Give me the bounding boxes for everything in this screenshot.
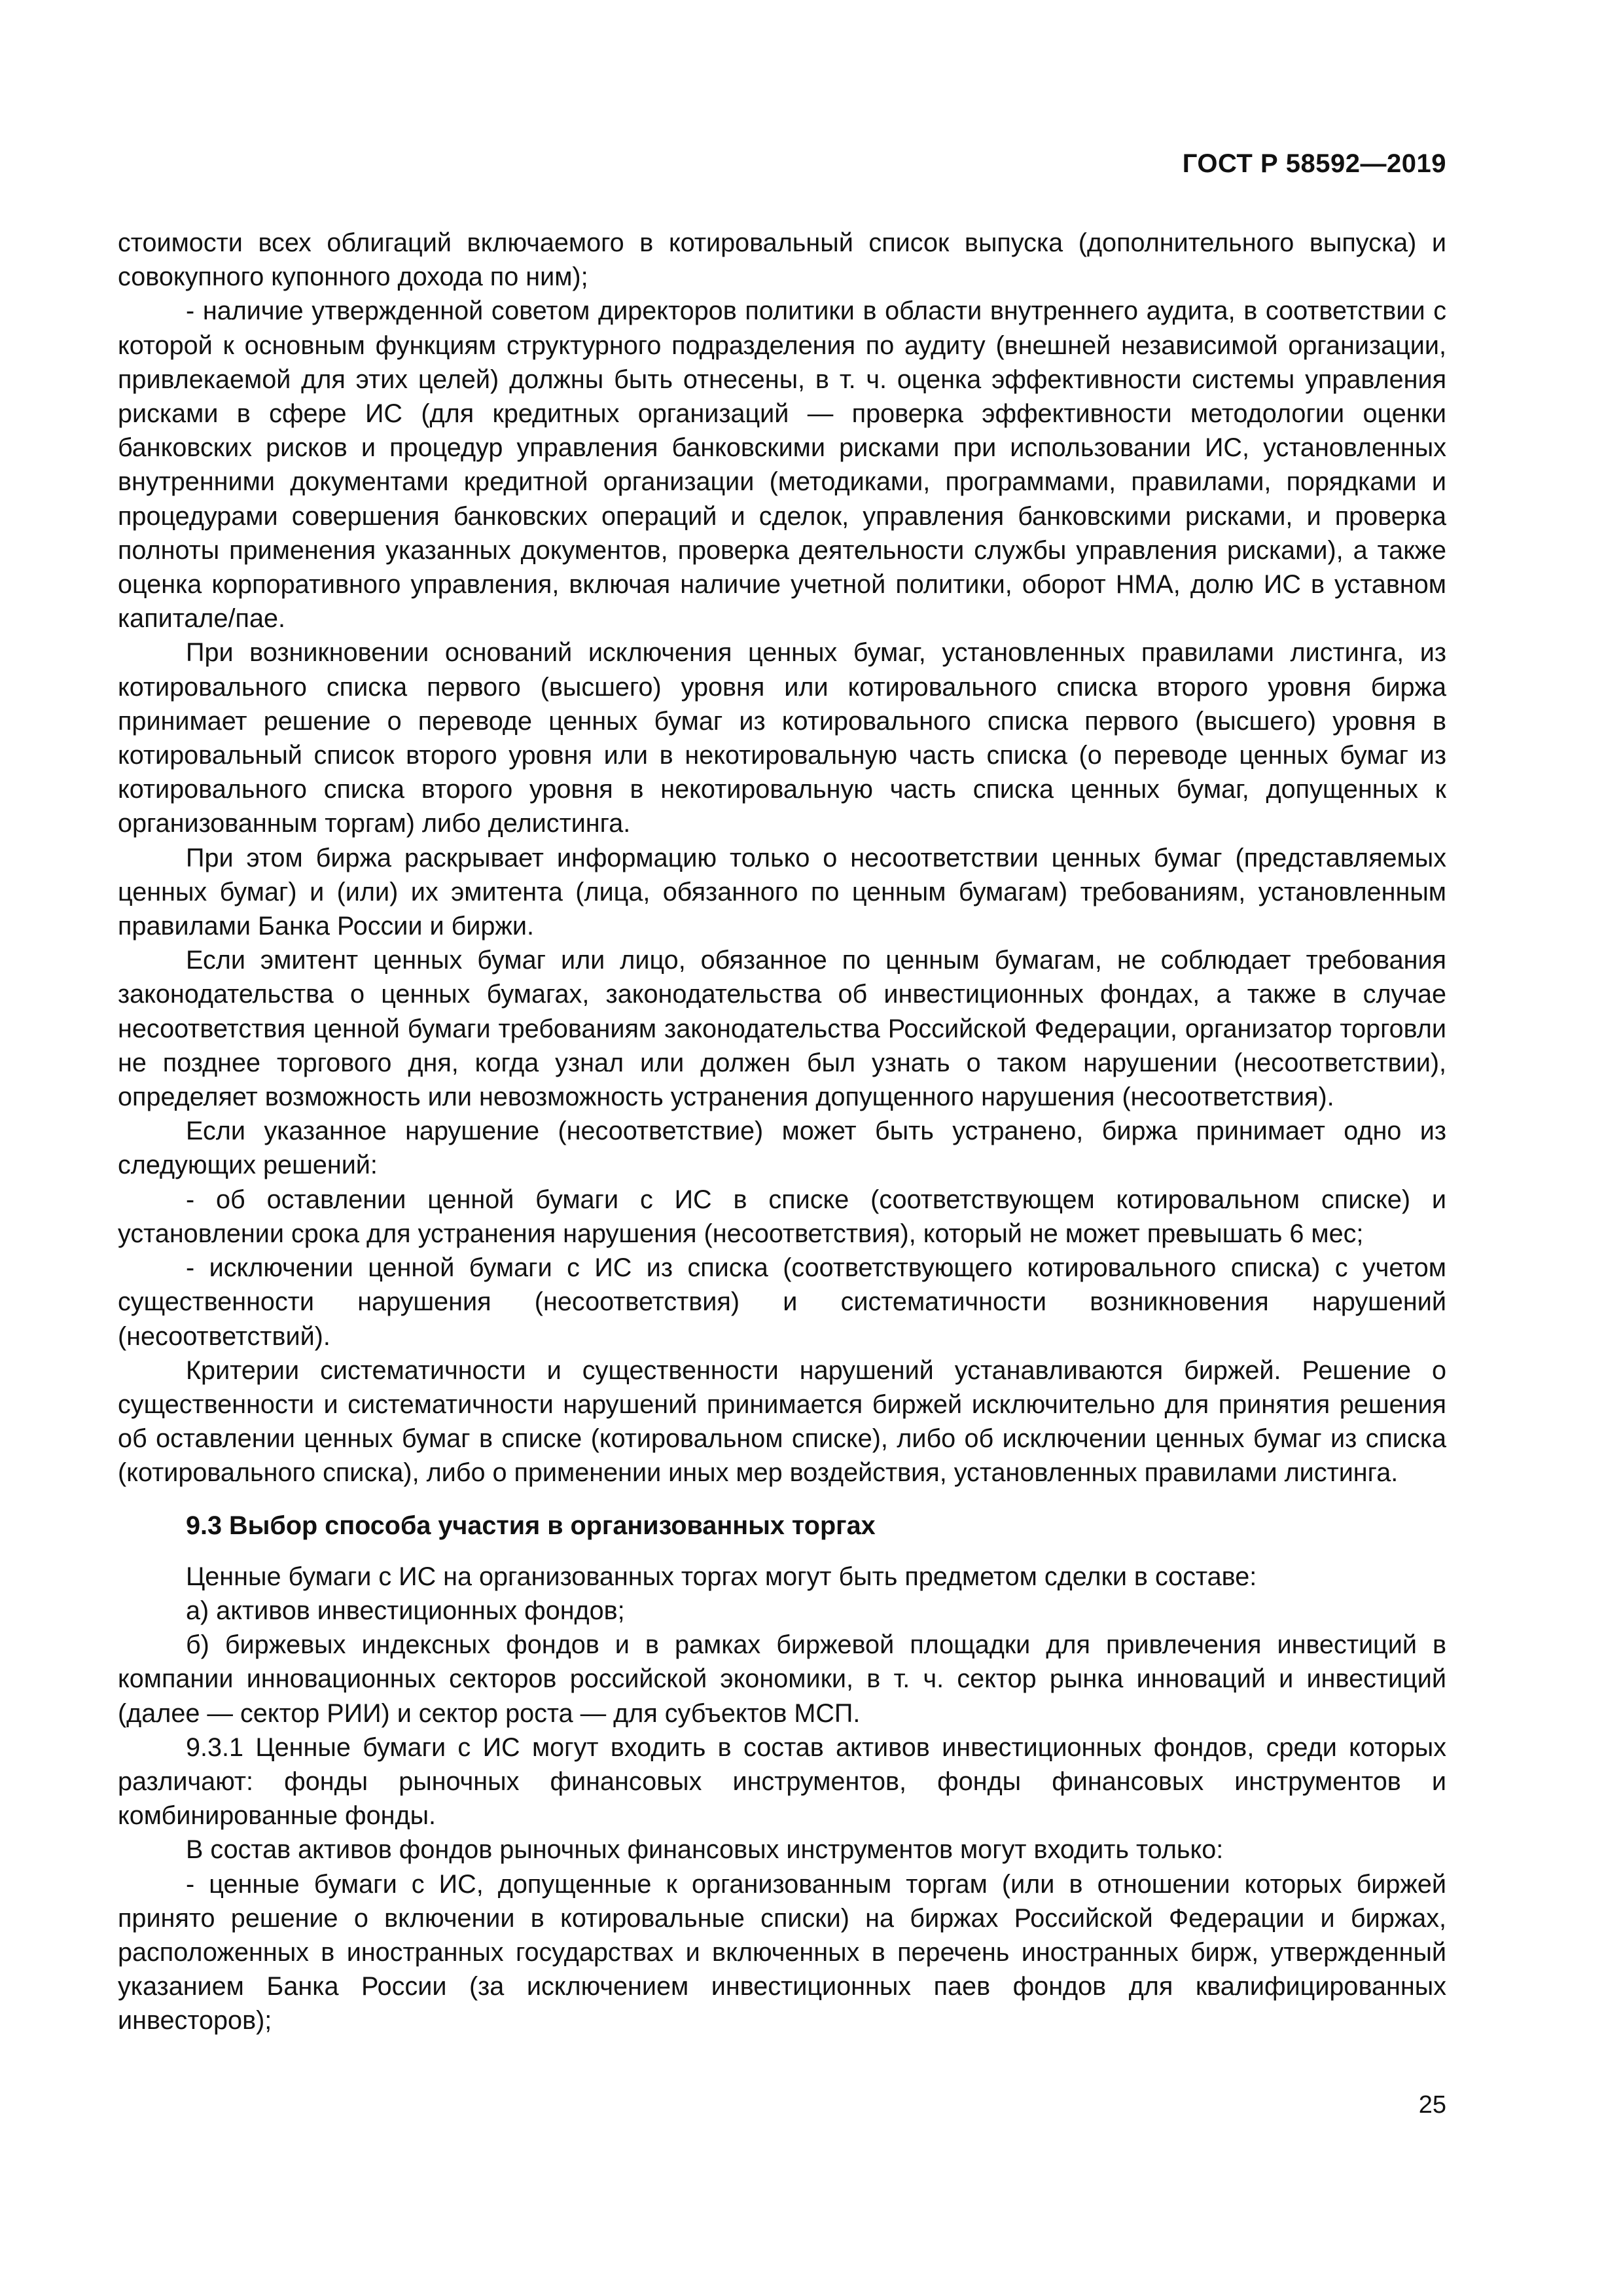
paragraph-disclosure: При этом биржа раскрывает информацию только о несоответствии ценных бумаг (представляемых ценных бумаг) и (или) их эмитента (лица, обязанного по ценным бумагам) требованиям, установленным правилами Банка России и биржи. <box>118 843 1446 941</box>
list-item-internal-audit: - наличие утвержденной советом директоров политики в области внутреннего аудита, в соответствии с которой к основным функциям структурного подразделения по аудиту (внешней независимой организации, привлекаемой для этих целей) должны быть отнесены, в т. ч. оценка эффективности системы управления рисками в сфере ИС (для кредитных организаций — проверка эффективности методологии оценки банковских рисков и процедур управления банковскими рисками при использовании ИС, установленных внутренними документами кредитной организации (методиками, программами, правилами, порядками и процедурами совершения банковских операций и сделок, управления банковскими рисками, и проверка полноты применения указанных документов, проверка деятельности службы управления рисками), а также оценка корпоративного управления, включая наличие учетной политики, оборот НМА, долю ИС в уставном капитале/пае. <box>118 296 1446 634</box>
paragraph-violation: Если эмитент ценных бумаг или лицо, обязанное по ценным бумагам, не соблюдает требования законодательства о ценных бумагах, законодательства об инвестиционных фондах, а также в случае несоответствия ценной бумаги требованиям законодательства Российской Федерации, организатор торговли не позднее торгового дня, когда узнал или должен был узнать о таком нарушении (несоответствии), определяет возможность или невозможность устранения допущенного нарушения (несоответствия). <box>118 946 1446 1112</box>
paragraph-continuation: стоимости всех облигаций включаемого в котировальный список выпуска (дополнительного выпуска) и совокупного купонного дохода по ним); <box>118 228 1446 292</box>
page-number: 25 <box>1418 2091 1446 2119</box>
list-item-b: б) биржевых индексных фондов и в рамках биржевой площадки для привлечения инвестиций в компании инновационных секторов российской экономики, в т. ч. сектор рынка инноваций и инвестиций (далее — сектор РИИ) и сектор роста — для субъектов МСП. <box>118 1630 1446 1728</box>
section-heading-9-3: 9.3 Выбор способа участия в организованных торгах <box>186 1511 876 1540</box>
list-item-a: а) активов инвестиционных фондов; <box>186 1596 625 1625</box>
paragraph-criteria: Критерии систематичности и существенности нарушений устанавливаются биржей. Решение о существенности и систематичности нарушений принимается биржей исключительно для принятия решения об оставлении ценных бумаг в списке (котировальном списке), либо об исключении ценных бумаг из списка (котировального списка), либо о применении иных мер воздействия, установленных правилами листинга. <box>118 1355 1446 1488</box>
list-item-keep-in-list: - об оставлении ценной бумаги с ИС в списке (соответствующем котировальном списке) и установлении срока для устранения нарушения (несоответствия), который не может превышать 6 мес; <box>118 1185 1446 1248</box>
paragraph-fund-assets: В состав активов фондов рыночных финансовых инструментов могут входить только: <box>186 1835 1224 1865</box>
paragraph-decisions-intro: Если указанное нарушение (несоответствие) может быть устранено, биржа принимает одно из следующих решений: <box>118 1117 1446 1180</box>
paragraph-delisting-grounds: При возникновении оснований исключения ценных бумаг, установленных правилами листинга, из котировального списка первого (высшего) уровня или котировального списка второго уровня биржа принимает решение о переводе ценных бумаг из котировального списка первого (высшего) уровня в котировальный список второго уровня или в некотировальную часть списка (о переводе ценных бумаг из котировального списка второго уровня в некотировальную часть списка ценных бумаг, допущенных к организованным торгам) либо делистинга. <box>118 638 1446 838</box>
paragraph-9-3-1: 9.3.1 Ценные бумаги с ИС могут входить в состав активов инвестиционных фондов, среди которых различают: фонды рыночных финансовых инструментов, фонды финансовых инструментов и комбинированные фонды. <box>118 1732 1446 1831</box>
document-standard-code: ГОСТ Р 58592—2019 <box>1182 149 1446 178</box>
list-item-exclude-from-list: - исключении ценной бумаги с ИС из списка (соответствующего котировального списка) с учетом существенности нарушения (несоответствия) и систематичности возникновения нарушений (несоответствий). <box>118 1253 1446 1351</box>
list-item-securities-admitted: - ценные бумаги с ИС, допущенные к организованным торгам (или в отношении которых биржей принято решение о включении в котировальные списки) на биржах Российской Федерации и биржах, расположенных в иностранных государствах и включенных в перечень иностранных бирж, утвержденный указанием Банка России (за исключением инвестиционных паев фондов для квалифицированных инвесторов); <box>118 1869 1446 2036</box>
paragraph-deal-composition: Ценные бумаги с ИС на организованных торгах могут быть предметом сделки в составе: <box>186 1562 1257 1591</box>
document-body <box>118 226 1446 2038</box>
